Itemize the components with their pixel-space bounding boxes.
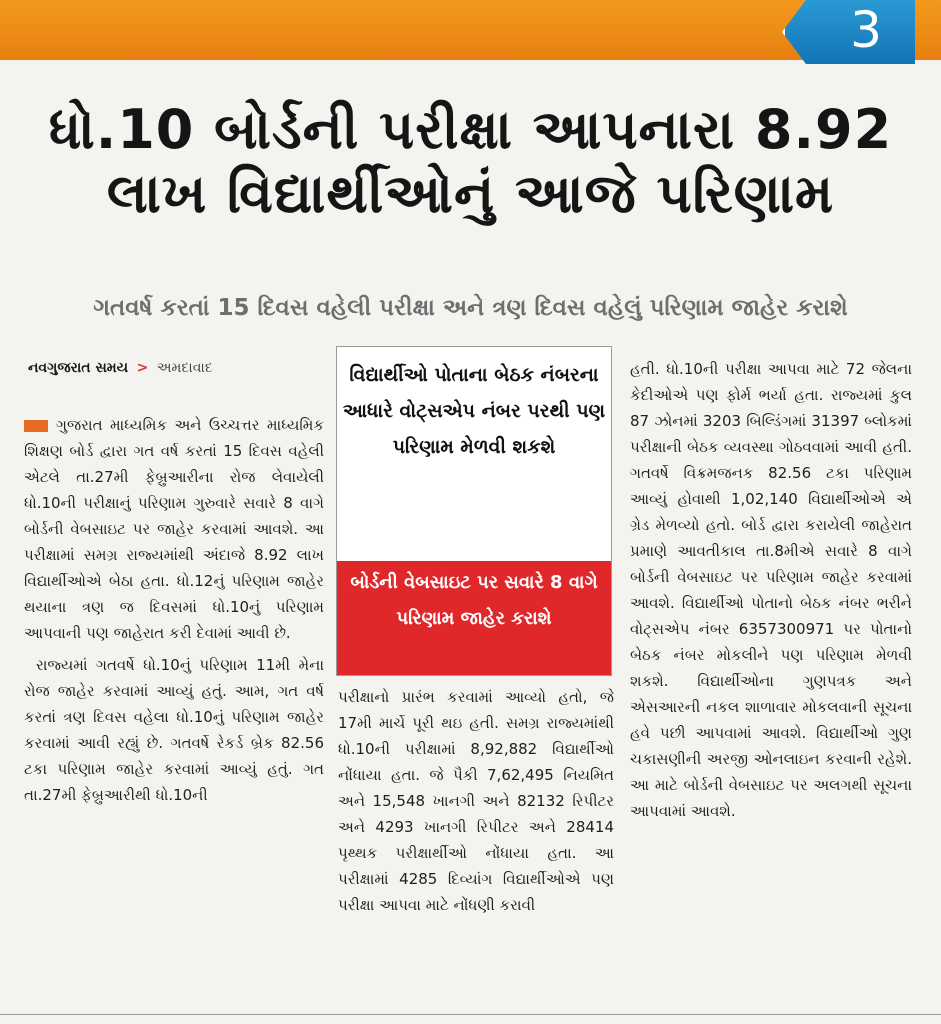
byline (28, 358, 213, 378)
subheadline: ગતવર્ષ કરતાં 15 દિવસ વહેલી પરીક્ષા અને ત્રણ દિવસ વહેલું પરિણામ જાહેર કરાશે (93, 295, 848, 321)
lead-marker-icon (24, 420, 48, 432)
article-column-2 (338, 684, 614, 918)
byline-separator: > (136, 360, 149, 376)
bottom-divider (0, 1014, 941, 1015)
byline-bureau: નવગુજરાત સમય (28, 360, 129, 376)
byline-city: અમદાવાદ (156, 360, 213, 376)
callout-main-text: વિદ્યાર્થીઓ પોતાના બેઠક નંબરના આધારે વોટ્સએપ નંબર પરથી પણ પરિણામ મેળવી શકશે (342, 364, 606, 458)
article-column-1 (24, 412, 324, 808)
callout-highlight-text: બોર્ડની વેબસાઇટ પર સવારે 8 વાગે પરિણામ જાહેર કરાશે (337, 561, 611, 675)
article-paragraph-4: હતી. ધો.10ની પરીક્ષા આપવા માટે 72 જેલના કેદીઓએ પણ ફોર્મ ભર્યા હતા. રાજ્યમાં કુલ 87 ઝોનમાં 3203 બિલ્ડિંગમાં 31397 બ્લોકમાં પરીક્ષાની બેઠક વ્યવસ્થા ગોઠવવામાં આવી હતી. ગતવર્ષે વિક્રમજનક 82.56 ટકા પરિણામ આવ્યું હોવાથી 1,02,140 વિદ્યાર્થીઓએ એ ગ્રેડ મેળવ્યો હતો. બોર્ડ દ્વારા કરાયેલી જાહેરાત પ્રમાણે આવતીકાલ તા.8મીએ સવારે 8 વાગે બોર્ડની વેબસાઇટ પર પરિણામ જાહેર કરવામાં આવશે. વિદ્યાર્થીઓ પોતાનો બેઠક નંબર ભરીને વોટ્સએપ નંબર 6357300971 પર પોતાનો બેઠક નંબર મોકલીને પણ પરિણામ મેળવી શકશે. વિદ્યાર્થીઓના ગુણપત્રક અને એસઆરની નકલ શાળાવાર મોકલવાની સૂચના હવે પછી આપવામાં આવશે. વિદ્યાર્થીઓ ગુણ ચકાસણીની અરજી ઓનલાઇન કરવાની રહેશે. આ માટે બોર્ડની વેબસાઇટ પર અલગથી સૂચના આપવામાં આવશે. (630, 360, 912, 820)
callout-box (336, 346, 612, 676)
page-number: 3 (850, 1, 882, 59)
article-column-3 (630, 356, 912, 824)
headline: ધો.10 બોર્ડની પરીક્ષા આપનારા 8.92 લાખ વિદ્યાર્થીઓનું આજે પરિણામ (48, 98, 893, 225)
article-text-1: ગુજરાત માધ્યમિક અને ઉચ્ચત્તર માધ્યમિક શિક્ષણ બોર્ડ દ્વારા ગત વર્ષ કરતાં 15 દિવસ વહેલી એટલે તા.27મી ફેબ્રુઆરીના રોજ લેવાયેલી ધો.10ની પરીક્ષાનું પરિણામ ગુરુવારે સવારે 8 વાગે બોર્ડની વેબસાઇટ પર જાહેર કરવામાં આવશે. આ પરીક્ષામાં સમગ્ર રાજ્યમાંથી અંદાજે 8.92 લાખ વિદ્યાર્થીઓએ બેઠા હતા. ધો.12નું પરિણામ જાહેર થયાના ત્રણ જ દિવસમાં ધો.10નું પરિણામ આપવાની પણ જાહેરાત કરી દેવામાં આવી છે. (24, 416, 324, 642)
article-paragraph-3: પરીક્ષાનો પ્રારંભ કરવામાં આવ્યો હતો, જે 17મી માર્ચે પૂરી થઇ હતી. સમગ્ર રાજ્યમાંથી ધો.10ની પરીક્ષામાં 8,92,882 વિદ્યાર્થીઓ નોંધાયા હતા. જે પૈકી 7,62,495 નિયમિત અને 15,548 ખાનગી અને 82132 રિપીટર અને 4293 ખાનગી રિપીટર અને 28414 પૃથ્થક પરીક્ષાર્થીઓ નોંધાયા હતા. આ પરીક્ષામાં 4285 દિવ્યાંગ વિદ્યાર્થીઓએ પણ પરીક્ષા આપવા માટે નોંધણી કરાવી (338, 688, 614, 914)
article-paragraph-2: રાજ્યમાં ગતવર્ષે ધો.10નું પરિણામ 11મી મેના રોજ જાહેર કરવામાં આવ્યું હતું. આમ, ગત વર્ષ કરતાં ત્રણ દિવસ વહેલા ધો.10નું પરિણામ જાહેર કરવામાં આવી રહ્યું છે. ગતવર્ષે રેકર્ડ બ્રેક 82.56 ટકા પરિણામ જાહેર કરવામાં આવ્યું હતું. ગત તા.27મી ફેબ્રુઆરીથી ધો.10ની (24, 656, 324, 804)
article-paragraph-1 (24, 412, 324, 646)
